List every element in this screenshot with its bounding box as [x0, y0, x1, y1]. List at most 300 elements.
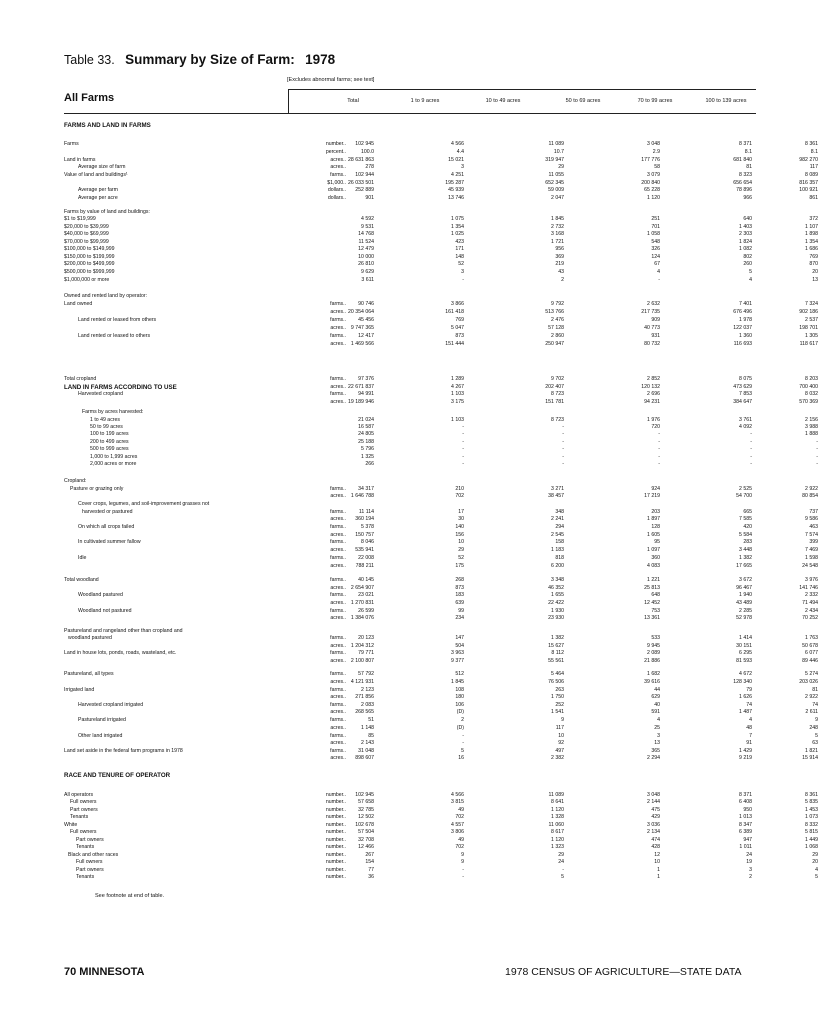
cell-70-99: 81 593	[736, 658, 752, 664]
cell-70-99: 91	[746, 740, 752, 746]
cell-1-9: 1 075	[451, 216, 464, 222]
cell-total: 535 941	[355, 547, 374, 553]
row-unit: farms..	[330, 671, 346, 677]
cell-70-99: 30 151	[736, 643, 752, 649]
cell-70-99: 79	[746, 687, 752, 693]
cell-70-99: 5 584	[739, 532, 752, 538]
cell-1-9: 175	[455, 563, 464, 569]
cell-10-49: 2 545	[551, 532, 564, 538]
cell-50-69: 1 058	[647, 231, 660, 237]
table-row	[64, 486, 818, 493]
cell-70-99: 2	[749, 874, 752, 880]
row-unit: acres..	[330, 157, 346, 163]
cell-50-69: 475	[651, 807, 660, 813]
cell-10-49: 2 047	[551, 195, 564, 201]
cell-100-139: 1 073	[805, 814, 818, 820]
cell-50-69: 25	[654, 725, 660, 731]
cell-10-49: 1 120	[551, 837, 564, 843]
row-unit: acres..	[330, 725, 346, 731]
cell-50-69: 931	[651, 333, 660, 339]
cell-1-9: 873	[455, 585, 464, 591]
cell-1-9: 99	[458, 608, 464, 614]
cell-50-69: 2 144	[647, 799, 660, 805]
cell-70-99: 665	[743, 509, 752, 515]
cell-total: 1 469 566	[350, 341, 374, 347]
cell-100-139: 118 617	[799, 341, 818, 347]
cell-10-49: 5 464	[551, 671, 564, 677]
cell-10-49: 11 055	[548, 172, 564, 178]
cell-1-9: 52	[458, 555, 464, 561]
table-row	[64, 702, 818, 709]
table-row	[64, 740, 818, 747]
cell-100-139: 9 586	[805, 516, 818, 522]
cell-100-139: 3 988	[805, 424, 818, 430]
table-row	[64, 547, 818, 554]
cell-100-139: 2 156	[805, 417, 818, 423]
table-row	[64, 399, 818, 406]
cell-total: 102 945	[355, 792, 374, 798]
table-row	[64, 643, 818, 650]
cell-50-69: 40	[654, 702, 660, 708]
cell-100-139: 463	[809, 524, 818, 530]
cell-70-99: 1 626	[739, 694, 752, 700]
cell-50-69: 128	[651, 524, 660, 530]
cell-1-9: 9	[461, 852, 464, 858]
cell-10-49: 8 723	[551, 391, 564, 397]
cell-1-9: 1 103	[451, 417, 464, 423]
cell-total: 1 325	[361, 454, 374, 460]
cell-10-49: 117	[555, 725, 564, 731]
row-label: Full owners	[76, 859, 103, 865]
table-row	[64, 478, 756, 485]
cell-100-139: 8 361	[805, 141, 818, 147]
cell-70-99: 8 323	[739, 172, 752, 178]
row-label: All operators	[64, 792, 94, 798]
cell-70-99: 1 940	[739, 592, 752, 598]
header-bottom-rule	[64, 113, 756, 114]
row-unit: number..	[325, 874, 346, 880]
cell-10-49: 1 382	[551, 635, 564, 641]
cell-70-99: 4	[749, 717, 752, 723]
cell-1-9: -	[462, 424, 464, 430]
section-heading: RACE AND TENURE OF OPERATOR	[64, 772, 171, 779]
cell-10-49: 92	[558, 740, 564, 746]
cell-50-69: 40 773	[644, 325, 660, 331]
cell-10-49: 1 183	[551, 547, 564, 553]
cell-100-139: 1 453	[805, 807, 818, 813]
col-header-1-9: 1 to 9 acres	[410, 98, 440, 104]
cell-total: 268 565	[355, 709, 374, 715]
table-row	[64, 231, 818, 238]
table-row	[64, 164, 818, 171]
row-unit: farms..	[330, 650, 346, 656]
row-unit: farms..	[330, 717, 346, 723]
cell-100-139: 1 821	[805, 748, 818, 754]
cell-total: 154	[365, 859, 374, 865]
row-unit: number..	[325, 852, 346, 858]
cell-1-9: 4 557	[451, 822, 464, 828]
cell-1-9: 2	[461, 717, 464, 723]
cell-70-99: 656 654	[733, 180, 752, 186]
table-row	[64, 748, 818, 755]
row-label: Owned and rented land by operator:	[64, 293, 148, 299]
cell-70-99: 43 489	[736, 600, 752, 606]
cell-10-49: 1 541	[551, 709, 564, 715]
cell-10-49: 1 721	[551, 239, 564, 245]
cell-70-99: 48	[746, 725, 752, 731]
cell-10-49: 10.7	[553, 149, 564, 155]
cell-50-69: 177 776	[641, 157, 660, 163]
row-unit: acres..	[330, 679, 346, 685]
row-label: Average size of farm	[78, 164, 126, 170]
row-label: Irrigated land	[64, 687, 95, 693]
cell-total: 40 145	[358, 577, 374, 583]
row-label: Average per farm	[78, 187, 118, 193]
cell-100-139: 1 898	[805, 231, 818, 237]
table-row	[64, 577, 818, 584]
cell-1-9: 171	[455, 246, 464, 252]
cell-total: 14 768	[358, 231, 374, 237]
cell-1-9: 873	[455, 333, 464, 339]
cell-1-9: 1 289	[451, 376, 464, 382]
cell-1-9: 423	[455, 239, 464, 245]
table-row	[64, 157, 818, 164]
table-row	[64, 679, 818, 686]
cell-total: 150 757	[355, 532, 374, 538]
cell-70-99: 4	[749, 277, 752, 283]
cell-50-69: 1 682	[647, 671, 660, 677]
cell-10-49: 9 792	[551, 301, 564, 307]
cell-70-99: 1 382	[739, 555, 752, 561]
cell-70-99: 3	[749, 867, 752, 873]
table-row	[64, 650, 818, 657]
cell-100-139: 6 077	[805, 650, 818, 656]
cell-total: 1 204 312	[350, 643, 374, 649]
cell-total: 45 456	[358, 317, 374, 323]
cell-100-139: 1 305	[805, 333, 818, 339]
header-left-rule	[288, 89, 289, 113]
cell-70-99: -	[750, 461, 752, 467]
cell-1-9: 702	[455, 814, 464, 820]
table-row	[64, 317, 818, 324]
cell-50-69: 2 089	[647, 650, 660, 656]
row-label: Total woodland	[64, 577, 99, 583]
row-label: Land owned	[64, 301, 93, 307]
cell-total: 21 024	[358, 417, 374, 423]
cell-70-99: 966	[743, 195, 752, 201]
cell-50-69: 251	[651, 216, 660, 222]
row-label: Other land irrigated	[78, 733, 123, 739]
row-label: $500,000 to $999,999	[64, 269, 115, 275]
cell-100-139: 74	[812, 702, 818, 708]
row-unit: farms..	[330, 486, 346, 492]
table-row	[64, 325, 818, 332]
table-name: Summary by Size of Farm:	[125, 52, 295, 67]
cell-total: 23 021	[358, 592, 374, 598]
cell-1-9: 702	[455, 493, 464, 499]
row-label: 1,000 to 1,999 acres	[90, 454, 138, 460]
cell-10-49: 219	[555, 261, 564, 267]
cell-50-69: 21 886	[644, 658, 660, 664]
cell-50-69: -	[658, 446, 660, 452]
cell-70-99: 802	[743, 254, 752, 260]
row-label: $200,000 to $499,999	[64, 261, 115, 267]
row-label: Woodland pastured	[78, 592, 123, 598]
cell-100-139: 2 611	[805, 709, 818, 715]
row-unit: number..	[325, 867, 346, 873]
cell-50-69: 2 852	[647, 376, 660, 382]
cell-50-69: 13 361	[644, 615, 660, 621]
cell-10-49: 23 930	[548, 615, 564, 621]
table-row	[64, 516, 818, 523]
table-row	[64, 216, 818, 223]
cell-total: 12 502	[358, 814, 374, 820]
cell-10-49: 2 476	[551, 317, 564, 323]
table-note: [Excludes abnormal farms; see text]	[287, 77, 375, 83]
row-label: 50 to 99 acres	[90, 424, 123, 430]
cell-70-99: 1 487	[739, 709, 752, 715]
cell-70-99: 676 496	[733, 309, 752, 315]
cell-50-69: 429	[651, 814, 660, 820]
cell-100-139: 8 032	[805, 391, 818, 397]
cell-100-139: 1 686	[805, 246, 818, 252]
cell-70-99: 7	[749, 733, 752, 739]
cell-total: 360 194	[355, 516, 374, 522]
cell-total: 252 889	[355, 187, 374, 193]
cell-100-139: 769	[809, 254, 818, 260]
cell-1-9: 3	[461, 164, 464, 170]
row-label: On which all crops failed	[78, 524, 135, 530]
cell-70-99: 384 647	[733, 399, 752, 405]
cell-total: 100.0	[361, 149, 374, 155]
cell-70-99: 17 665	[736, 563, 752, 569]
cell-10-49: 43	[558, 269, 564, 275]
cell-10-49: 3 271	[551, 486, 564, 492]
cell-total: 2 100 807	[350, 658, 374, 664]
cell-total: 9 629	[361, 269, 374, 275]
cell-100-139: 5 835	[805, 799, 818, 805]
cell-100-139: 5 815	[805, 829, 818, 835]
table-row	[64, 309, 818, 316]
cell-70-99: 5	[749, 269, 752, 275]
row-unit: farms..	[330, 539, 346, 545]
table-row	[64, 180, 818, 187]
cell-70-99: 1 824	[739, 239, 752, 245]
cell-100-139: 1 449	[805, 837, 818, 843]
cell-70-99: 7 853	[739, 391, 752, 397]
cell-total: 57 792	[358, 671, 374, 677]
row-unit: acres..	[330, 547, 346, 553]
cell-total: 788 211	[355, 563, 374, 569]
cell-50-69: 1	[657, 874, 660, 880]
cell-100-139: 5	[815, 733, 818, 739]
row-label: 2,000 acres or more	[90, 461, 137, 467]
cell-50-69: 65 228	[644, 187, 660, 193]
cell-1-9: 3 866	[451, 301, 464, 307]
row-label: $100,000 to $149,999	[64, 246, 115, 252]
cell-70-99: 4 092	[739, 424, 752, 430]
row-unit: number..	[325, 792, 346, 798]
cell-50-69: 13	[654, 740, 660, 746]
cell-10-49: 8 723	[551, 417, 564, 423]
row-label: In cultivated summer fallow	[78, 539, 141, 545]
cell-50-69: 95	[654, 539, 660, 545]
cell-50-69: 4	[657, 717, 660, 723]
row-label: Land in farms	[64, 157, 96, 163]
cell-total: 267	[365, 852, 374, 858]
cell-10-49: -	[562, 461, 564, 467]
cell-50-69: 3	[657, 733, 660, 739]
cell-total: 94 991	[358, 391, 374, 397]
cell-1-9: 1 103	[451, 391, 464, 397]
cell-50-69: 428	[651, 844, 660, 850]
cell-100-139: 8 332	[805, 822, 818, 828]
row-unit: farms..	[330, 509, 346, 515]
cell-70-99: 681 840	[733, 157, 752, 163]
row-label: Cropland:	[64, 478, 87, 484]
table-row	[64, 592, 818, 599]
row-unit: farms..	[330, 376, 346, 382]
cell-1-9: (D)	[456, 709, 464, 715]
cell-100-139: 7 469	[805, 547, 818, 553]
cell-70-99: 8 371	[739, 792, 752, 798]
table-row	[64, 172, 818, 179]
table-row	[64, 424, 818, 431]
cell-total: 11 114	[358, 509, 374, 515]
cell-total: 9 747 365	[350, 325, 374, 331]
table-row	[64, 209, 756, 216]
table-row	[64, 301, 818, 308]
cell-50-69: 1 605	[647, 532, 660, 538]
cell-50-69: 365	[651, 748, 660, 754]
cell-1-9: -	[462, 446, 464, 452]
row-unit: farms..	[330, 333, 346, 339]
cell-50-69: -	[658, 439, 660, 445]
cell-1-9: 4 251	[451, 172, 464, 178]
col-header-100-139: 100 to 139 acres	[705, 98, 747, 104]
cell-100-139: 1 763	[805, 635, 818, 641]
cell-1-9: 108	[455, 687, 464, 693]
cell-100-139: 902 186	[799, 309, 818, 315]
table-row	[64, 807, 818, 814]
cell-1-9: 49	[458, 837, 464, 843]
table-row	[64, 615, 818, 622]
cell-1-9: 5	[461, 748, 464, 754]
cell-total: 79 771	[358, 650, 374, 656]
row-label: $70,000 to $99,999	[64, 239, 109, 245]
cell-10-49: 9 702	[551, 376, 564, 382]
cell-100-139: 89 446	[802, 658, 818, 664]
table-row	[64, 431, 818, 438]
table-row	[64, 687, 818, 694]
cell-total: 77	[368, 867, 374, 873]
cell-1-9: 3 963	[451, 650, 464, 656]
cell-10-49: 252	[555, 702, 564, 708]
cell-10-49: 46 352	[548, 585, 564, 591]
cell-1-9: 639	[455, 600, 464, 606]
table-row	[64, 694, 818, 701]
cell-70-99: 947	[743, 837, 752, 843]
cell-70-99: 8 371	[739, 141, 752, 147]
table-row	[64, 725, 818, 732]
row-unit: farms..	[330, 592, 346, 598]
cell-10-49: 24	[558, 859, 564, 865]
cell-total: 4 121 931	[350, 679, 374, 685]
cell-1-9: 45 939	[448, 187, 464, 193]
cell-total: 20 354 064	[348, 309, 374, 315]
row-label: Farms by acres harvested:	[82, 409, 144, 415]
cell-100-139: 982 270	[799, 157, 818, 163]
cell-100-139: 203 026	[799, 679, 818, 685]
cell-100-139: 2 332	[805, 592, 818, 598]
cell-100-139: 7 324	[805, 301, 818, 307]
cell-70-99: 8 347	[739, 822, 752, 828]
cell-50-69: 2.9	[652, 149, 660, 155]
row-unit: acres..	[330, 740, 346, 746]
table-row	[64, 384, 818, 391]
table-row	[64, 376, 818, 383]
cell-100-139: 20	[812, 859, 818, 865]
cell-total: 97 376	[358, 376, 374, 382]
cell-1-9: 17	[458, 509, 464, 515]
cell-100-139: 7 574	[805, 532, 818, 538]
footnote: See footnote at end of table.	[95, 893, 165, 899]
row-label: $1 to $19,999	[64, 216, 96, 222]
all-farms-heading: All Farms	[64, 92, 115, 104]
cell-100-139: 29	[812, 852, 818, 858]
cell-10-49: 2 732	[551, 224, 564, 230]
cell-1-9: 4 566	[451, 792, 464, 798]
cell-total: 20 123	[358, 635, 374, 641]
cell-50-69: 474	[651, 837, 660, 843]
row-unit: number..	[325, 859, 346, 865]
cell-10-49: 76 506	[548, 679, 564, 685]
row-label: White	[64, 822, 78, 828]
cell-100-139: 71 494	[802, 600, 818, 606]
cell-100-139: 737	[809, 509, 818, 515]
cell-total: 12 417	[358, 333, 374, 339]
cell-10-49: 1 750	[551, 694, 564, 700]
table-row	[64, 446, 818, 453]
cell-1-9: 3 175	[451, 399, 464, 405]
cell-50-69: 44	[654, 687, 660, 693]
cell-70-99: 2 525	[739, 486, 752, 492]
row-unit: farms..	[330, 524, 346, 530]
row-unit: acres..	[330, 341, 346, 347]
cell-50-69: 94 231	[644, 399, 660, 405]
cell-1-9: 183	[455, 592, 464, 598]
cell-70-99: 1 978	[739, 317, 752, 323]
cell-50-69: 3 079	[647, 172, 660, 178]
cell-70-99: 7 585	[739, 516, 752, 522]
row-label: 100 to 199 acres	[90, 431, 129, 437]
cell-100-139: 198 701	[799, 325, 818, 331]
cell-50-69: 25 813	[644, 585, 660, 591]
cell-100-139: 20	[812, 269, 818, 275]
row-label: Farms	[64, 141, 79, 147]
cell-1-9: 1 845	[451, 679, 464, 685]
cell-50-69: 3 048	[647, 792, 660, 798]
cell-total: 901	[365, 195, 374, 201]
cell-70-99: 6 408	[739, 799, 752, 805]
table-row	[64, 439, 818, 446]
cell-total: 278	[365, 164, 374, 170]
cell-10-49: 2	[561, 277, 564, 283]
cell-100-139: 8 361	[805, 792, 818, 798]
cell-100-139: 399	[809, 539, 818, 545]
cell-50-69: -	[658, 454, 660, 460]
cell-1-9: -	[462, 439, 464, 445]
